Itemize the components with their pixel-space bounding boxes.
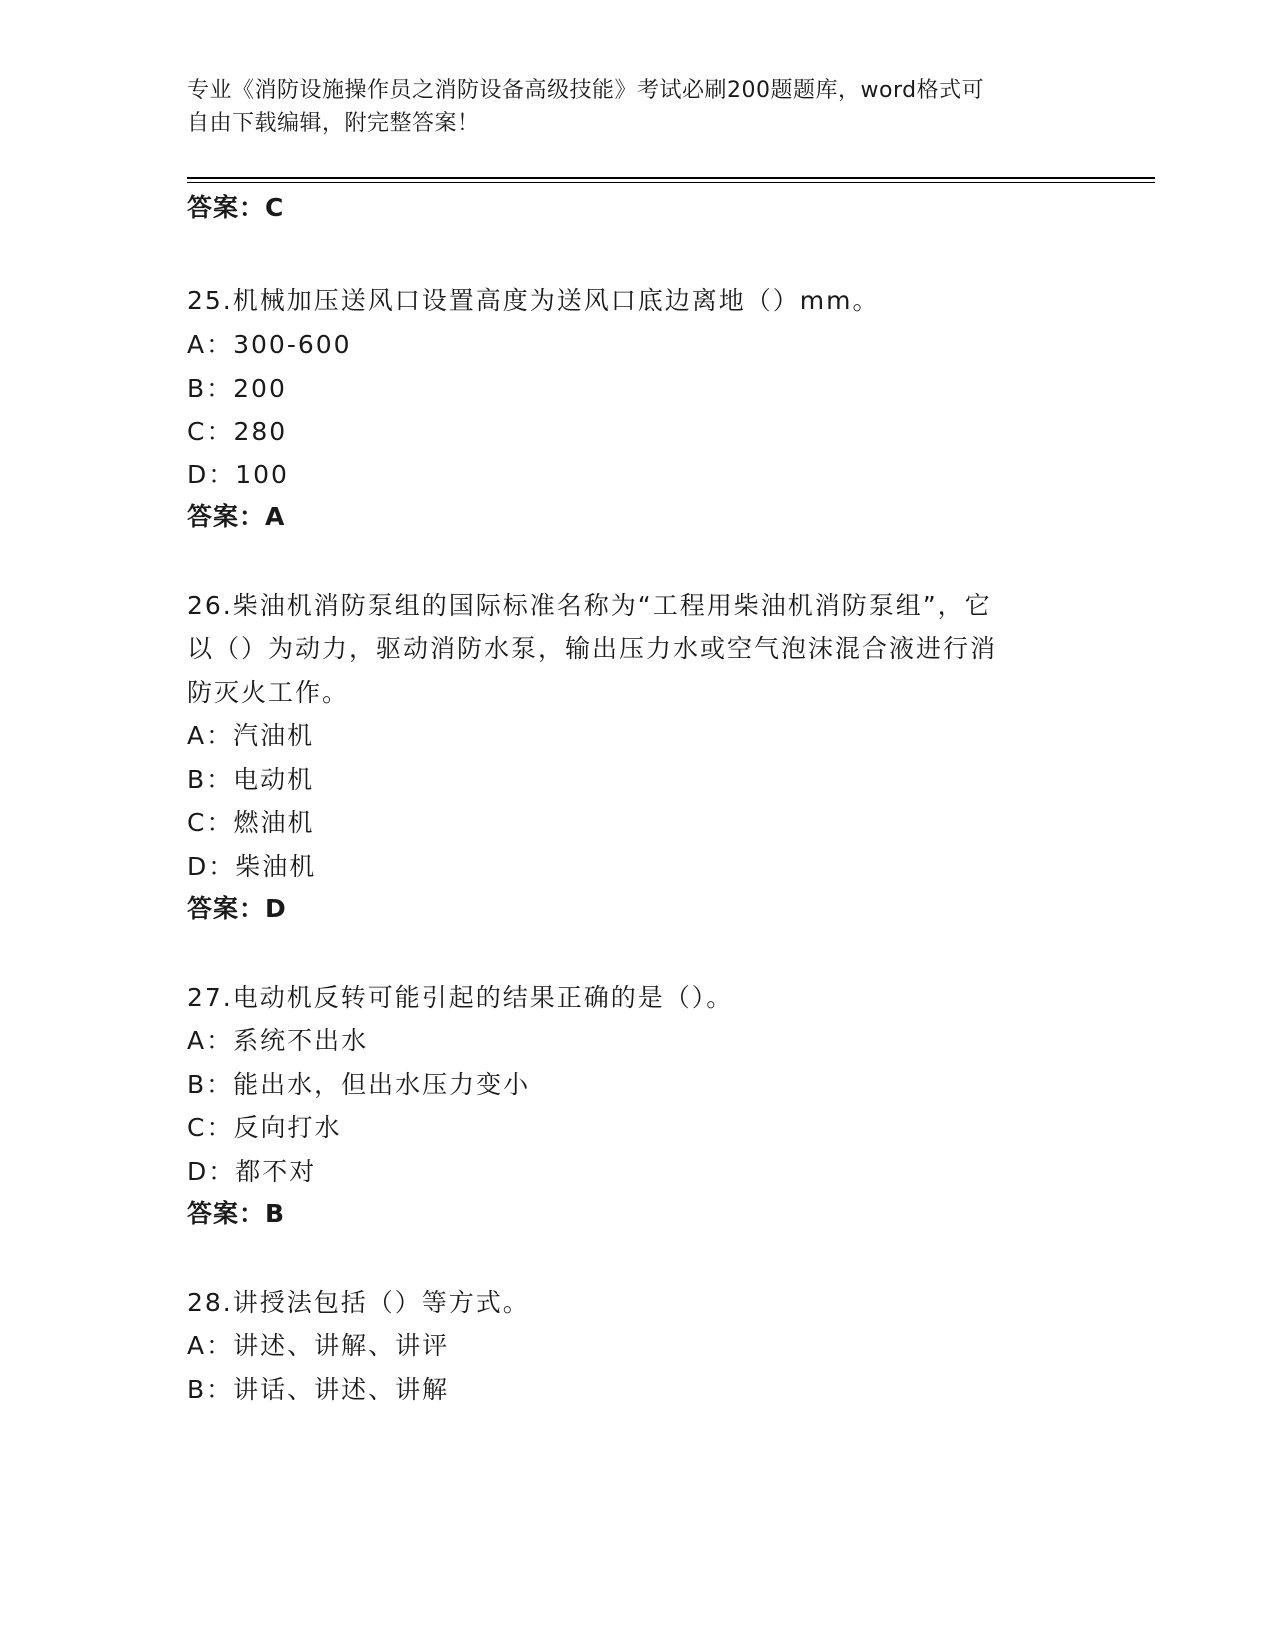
question-stem: 27.电动机反转可能引起的结果正确的是（）。 [187, 983, 734, 1012]
answer-line: 答案：A [187, 502, 286, 531]
question-stem: 防灭火工作。 [187, 678, 350, 707]
answer-line: 答案：C [187, 193, 285, 222]
document-header [187, 74, 1087, 140]
header-line-2: 自由下载编辑，附完整答案！ [187, 111, 480, 136]
answer-line: 答案：D [187, 894, 287, 923]
option-b: B：200 [187, 374, 287, 403]
question-stem: 26.柴油机消防泵组的国际标准名称为“工程用柴油机消防泵组”，它 [187, 591, 992, 620]
option-a: A：系统不出水 [187, 1026, 369, 1055]
question-stem: 28.讲授法包括（）等方式。 [187, 1288, 530, 1317]
option-a: A：讲述、讲解、讲评 [187, 1331, 450, 1360]
option-d: D：100 [187, 460, 289, 489]
option-b: B：讲话、讲述、讲解 [187, 1375, 450, 1404]
option-a: A：300-600 [187, 330, 352, 359]
header-divider-thick [187, 177, 1155, 179]
question-stem: 25.机械加压送风口设置高度为送风口底边离地（）mm。 [187, 286, 880, 315]
question-stem: 以（）为动力，驱动消防水泵，输出压力水或空气泡沫混合液进行消 [187, 634, 998, 663]
header-divider-thin [187, 182, 1155, 183]
option-b: B：能出水，但出水压力变小 [187, 1070, 531, 1099]
option-c: C：燃油机 [187, 808, 315, 837]
option-a: A：汽油机 [187, 721, 315, 750]
answer-line: 答案：B [187, 1199, 286, 1228]
header-line-1: 专业《消防设施操作员之消防设备高级技能》考试必刷200题题库，word格式可 [187, 78, 985, 103]
option-d: D：都不对 [187, 1157, 317, 1186]
option-c: C：反向打水 [187, 1113, 342, 1142]
option-c: C：280 [187, 417, 288, 446]
option-b: B：电动机 [187, 765, 315, 794]
option-d: D：柴油机 [187, 852, 317, 881]
